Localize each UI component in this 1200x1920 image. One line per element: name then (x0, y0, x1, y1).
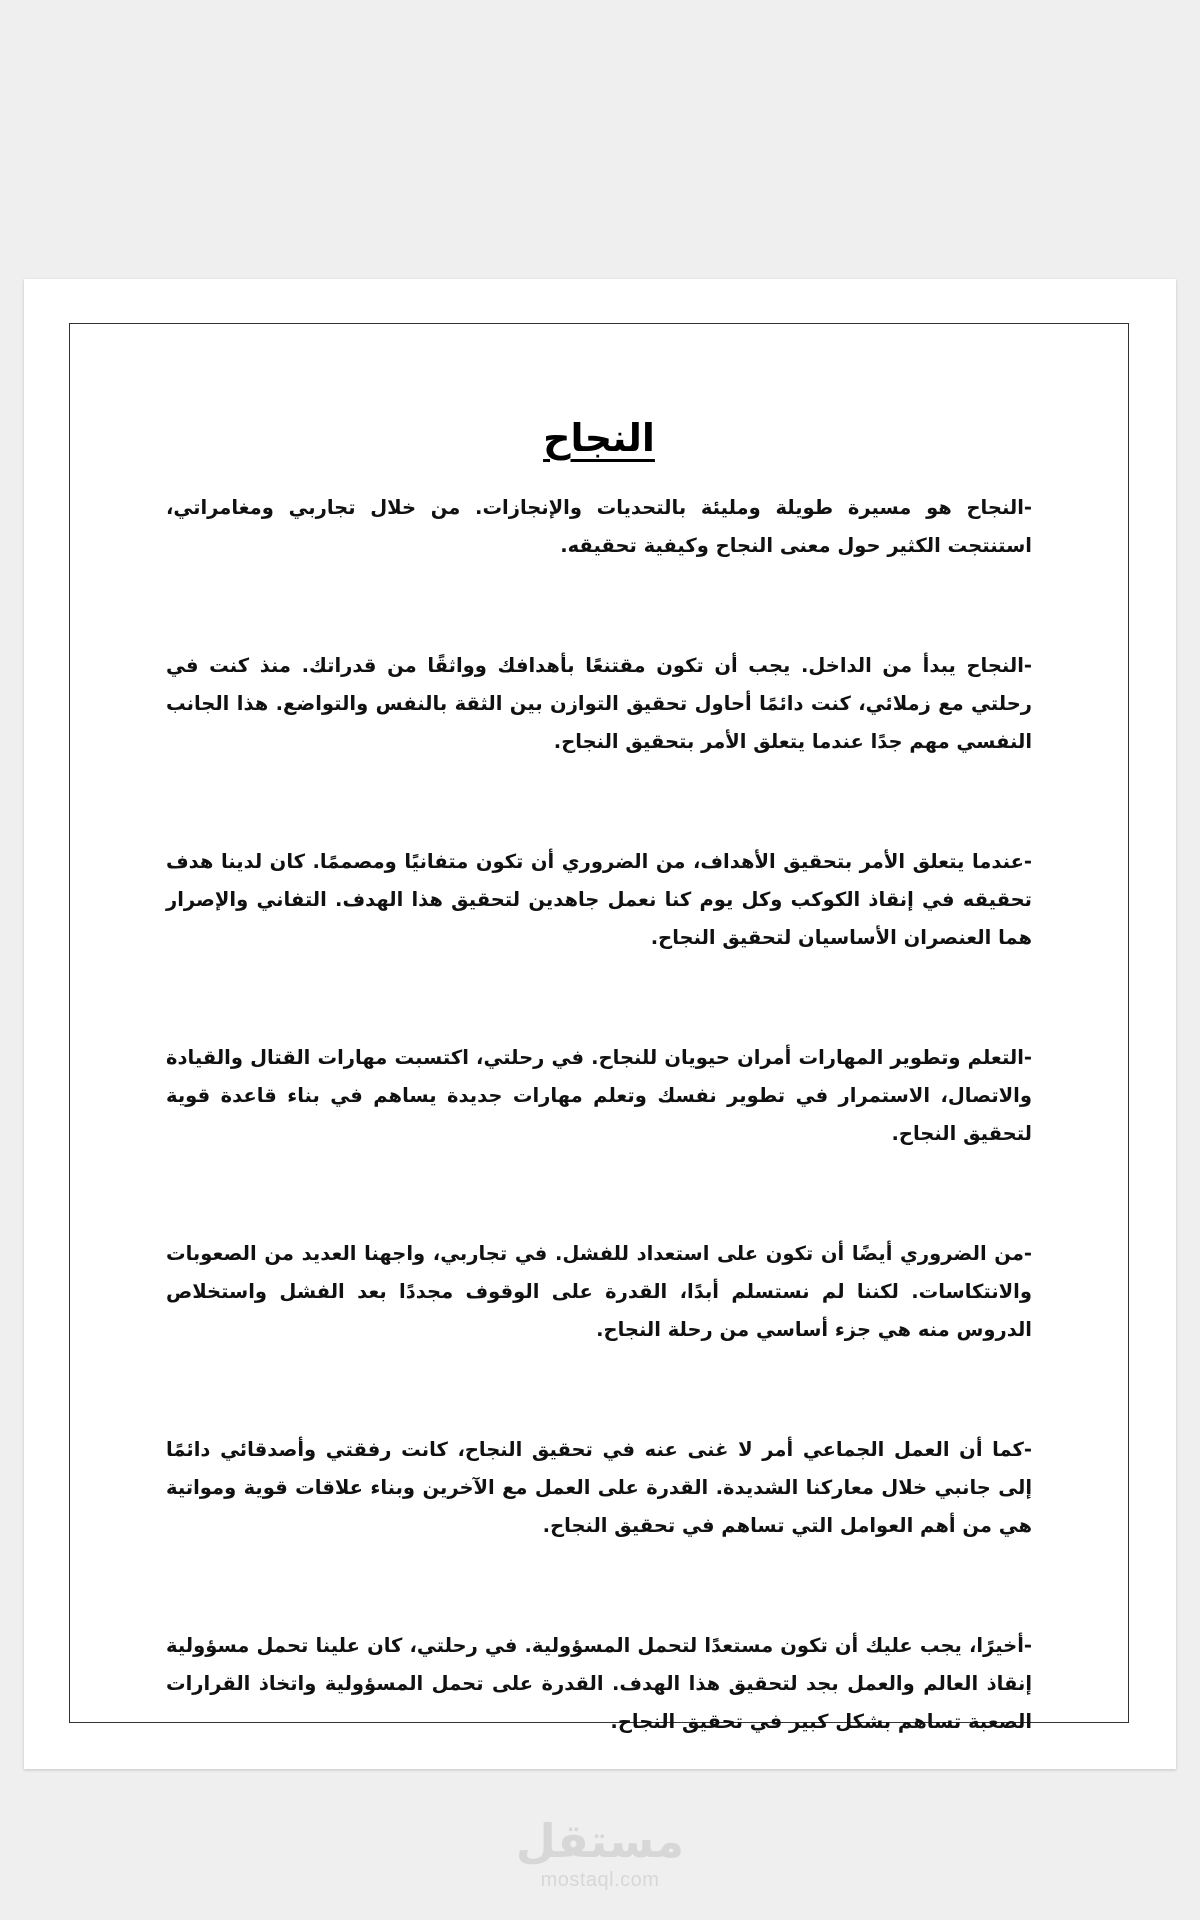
watermark-url: mostaql.com (540, 1869, 660, 1891)
paragraph-1: -النجاح هو مسيرة طويلة ومليئة بالتحديات والإنجازات. من خلال تجاربي ومغامراتي، استنتجت الكثير حول معنى النجاح وكيفية تحقيقه. (166, 496, 1032, 557)
paragraph-6: -كما أن العمل الجماعي أمر لا غنى عنه في تحقيق النجاح، كانت رفقتي وأصدقائي دائمًا إلى جانبي خلال معاركنا الشديدة. القدرة على العمل مع الآخرين وبناء علاقات قوية ومواتية هي من أهم العوامل التي تساهم في تحقيق النجاح. (166, 1438, 1032, 1537)
paragraph-5: -من الضروري أيضًا أن تكون على استعداد للفشل. في تجاربي، واجهنا العديد من الصعوبات والانتكاسات. لكننا لم نستسلم أبدًا، القدرة على الوقوف مجددًا بعد الفشل واستخلاص الدروس منه هي جزء أساسي من رحلة النجاح. (166, 1242, 1032, 1341)
page-border-frame (69, 323, 1129, 1733)
document-title: النجاح (543, 416, 655, 460)
watermark-logo: مستقل (515, 1814, 685, 1868)
mostaql-watermark (0, 1814, 1200, 1892)
document-page (24, 279, 1176, 1769)
paragraph-4: -التعلم وتطوير المهارات أمران حيويان للنجاح. في رحلتي، اكتسبت مهارات القتال والقيادة والاتصال، الاستمرار في تطوير نفسك وتعلم مهارات جديدة يساهم في بناء قاعدة قوية لتحقيق النجاح. (166, 1046, 1032, 1145)
document-body (166, 489, 1032, 1823)
paragraph-3: -عندما يتعلق الأمر بتحقيق الأهداف، من الضروري أن تكون متفانيًا ومصممًا. كان لدينا هدف تحقيقه في إنقاذ الكوكب وكل يوم كنا نعمل جاهدين لتحقيق هذا الهدف. التفاني والإصرار هما العنصران الأساسيان لتحقيق النجاح. (166, 850, 1032, 949)
paragraph-2: -النجاح يبدأ من الداخل. يجب أن تكون مقتنعًا بأهدافك وواثقًا من قدراتك. منذ كنت في رحلتي مع زملائي، كنت دائمًا أحاول تحقيق التوازن بين الثقة بالنفس والتواضع. هذا الجانب النفسي مهم جدًا عندما يتعلق الأمر بتحقيق النجاح. (166, 654, 1032, 753)
paragraph-7: -أخيرًا، يجب عليك أن تكون مستعدًا لتحمل المسؤولية. في رحلتي، كان علينا تحمل مسؤولية إنقاذ العالم والعمل بجد لتحقيق هذا الهدف. القدرة على تحمل المسؤولية واتخاذ القرارات الصعبة تساهم بشكل كبير في تحقيق النجاح. (166, 1634, 1032, 1733)
